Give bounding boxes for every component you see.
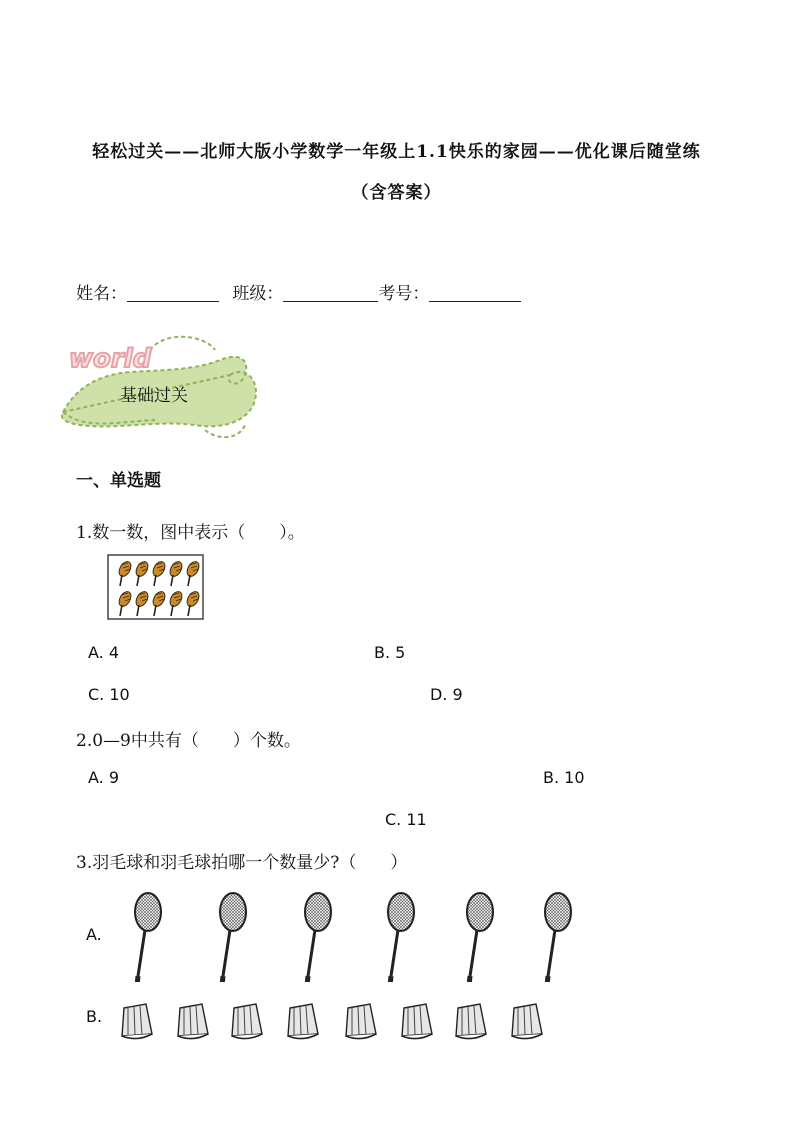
q2-option-a[interactable]: A. 9 xyxy=(88,768,120,787)
banner-label: 基础过关 xyxy=(120,386,188,406)
word-logo-text: world xyxy=(69,344,152,374)
q1-option-b[interactable]: B. 5 xyxy=(374,643,406,662)
class-blank[interactable] xyxy=(283,283,378,302)
question-2-text: 2.0—9中共有（ ）个数。 xyxy=(76,731,301,751)
q1-option-d[interactable]: D. 9 xyxy=(430,685,463,704)
exam-label: 考号： xyxy=(378,284,430,304)
q1-option-c[interactable]: C. 10 xyxy=(88,685,130,704)
q2-option-c[interactable]: C. 11 xyxy=(385,810,427,829)
wheat-ear-icon xyxy=(107,554,204,620)
exam-blank[interactable] xyxy=(429,283,521,302)
info-line xyxy=(76,279,521,304)
shuttlecock-icon xyxy=(118,1000,558,1042)
name-blank[interactable] xyxy=(127,283,219,302)
class-label: 班级： xyxy=(232,284,284,304)
q1-option-a[interactable]: A. 4 xyxy=(88,643,120,662)
name-label: 姓名： xyxy=(76,284,127,304)
word-logo xyxy=(69,344,152,374)
badminton-racket-icon xyxy=(118,888,588,982)
question-3-text: 3.羽毛球和羽毛球拍哪一个数量少?（ ） xyxy=(76,853,408,873)
q3-option-a-label[interactable]: A. xyxy=(86,925,102,944)
page-title: 轻松过关——北师大版小学数学一年级上1.1快乐的家园——优化课后随堂练 xyxy=(92,142,701,162)
question-1-text: 1.数一数，图中表示（ ）。 xyxy=(76,523,305,543)
section-heading: 一、单选题 xyxy=(76,471,161,491)
q3-option-b-label[interactable]: B. xyxy=(86,1007,103,1026)
page-subtitle: （含答案） xyxy=(351,183,442,203)
q2-option-b[interactable]: B. 10 xyxy=(543,768,585,787)
